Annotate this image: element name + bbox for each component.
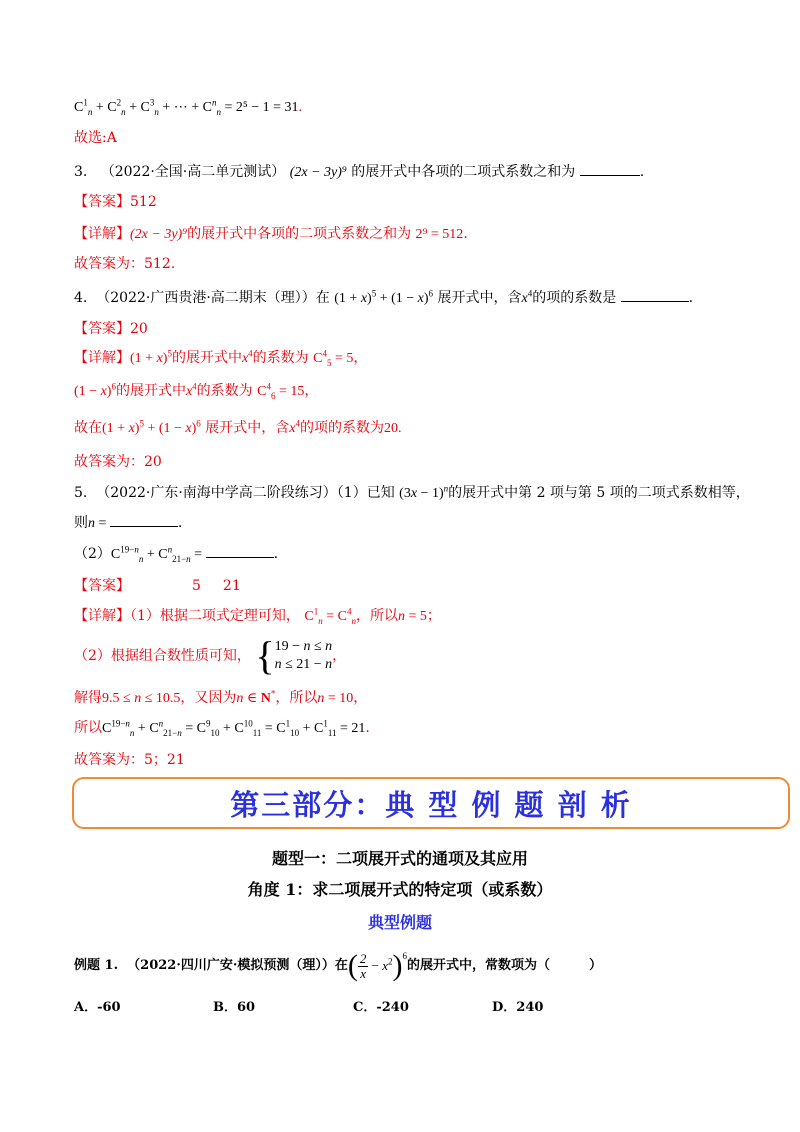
question-5-line2: 则n = .	[74, 512, 182, 534]
q4-final: 故答案为：20	[74, 454, 162, 470]
answer-value-2: 21	[222, 578, 241, 594]
q5-detail-3: 解得9.5 ≤ n ≤ 10.5，又因为n ∈ N*，所以n = 10，	[74, 688, 368, 706]
option-c[interactable]: C．-240	[353, 1000, 409, 1015]
q5-detail-1: 【详解】（1）根据二项式定理可知， $C^1_n = C^4_n$，所以n = 5；	[74, 606, 441, 626]
q5-final: 故答案为：5；21	[74, 752, 185, 768]
q3-detail: 【详解】(2x − 3y)⁹的展开式中各项的二项式系数之和为 2⁹ = 512.	[74, 226, 468, 242]
q3-answer: 【答案】512	[74, 194, 157, 210]
answer-blank	[580, 161, 640, 176]
q4-detail-2: $(1 - x)^6$的展开式中$x^4$的系数为 $C^4_6 = 15$，	[74, 381, 319, 401]
option-b[interactable]: B．60	[213, 1000, 256, 1015]
question-5-part2: $(2)C^{19-n}_n + C^n_{21-n}$ = .	[74, 544, 279, 564]
answer-blank	[621, 287, 689, 302]
q3-final: 故答案为：512.	[74, 256, 176, 272]
example-source: （2022·四川广安·模拟预测（理））在	[127, 958, 348, 973]
q4-answer: 【答案】20	[74, 321, 148, 337]
question-source: （2022·全国·高二单元测试）	[100, 164, 286, 180]
question-5: 5. （2022·广东·南海中学高二阶段练习）（1）已知 $(3x - 1)^n$的展开式中第 2 项与第 5 项的二项式系数相等，	[74, 483, 750, 501]
answer-blank	[206, 543, 274, 558]
example-text: 的展开式中，常数项为（ ）	[407, 958, 603, 973]
q4-detail-3: 故在$(1 + x)^5 + (1 - x)^6$ 展开式中，含$x^4$的项的系数为20.	[74, 418, 402, 436]
question-text: 的展开式中各项的二项式系数之和为	[351, 164, 576, 180]
option-a[interactable]: A．-60	[74, 1000, 121, 1015]
inequality-system: 19 − n ≤ n n ≤ 21 − n	[274, 639, 333, 672]
answer-value: 512	[130, 194, 157, 210]
question-4: 4. （2022·广西贵港·高二期末（理））在 $(1 + x)^5 + (1 - x)^6$ 展开式中，含$x^4$的项的系数是 .	[74, 288, 694, 306]
q5-detail-4: 所以$C^{19-n}_n + C^n_{21-n} = C^9_{10} + C^{10}_{11} = C^1_{10} + C^1_{11} = 21$.	[74, 718, 370, 738]
formula-result: = 2⁵ − 1 = 31	[224, 100, 299, 115]
example-label: 例题 1.	[74, 958, 119, 973]
example-expression: ( $\frac{2}{x}$ − $x^2$ ) 6	[347, 949, 408, 982]
binomial-sum-formula: $C^1_n + C^2_n + C^3_n$ + ⋯ + $C^n_n = 2^5 - 1 = 31$.	[74, 97, 303, 117]
section-banner: 第三部分：典 型 例 题 剖 析	[72, 777, 790, 829]
answer-value: 20	[130, 321, 148, 337]
angle-title: 角度 1：求二项展开式的特定项（或系数）	[247, 880, 553, 899]
choose-a-text: 故选:A	[74, 130, 117, 146]
example-1	[74, 946, 602, 986]
detail-result: 2⁹ = 512	[415, 227, 464, 242]
answer-blank	[110, 512, 178, 527]
option-d[interactable]: D．240	[492, 1000, 544, 1015]
q5-answer: 【答案】 5 21	[74, 578, 241, 594]
math-expression: (2x − 3y)⁹	[289, 165, 347, 180]
answer-value-1: 5	[192, 578, 201, 594]
example-heading: 典型例题	[367, 913, 432, 932]
type-title: 题型一：二项展开式的通项及其应用	[271, 849, 528, 868]
question-number: 3.	[74, 164, 88, 180]
question-3: 3. （2022·全国·高二单元测试） (2x − 3y)⁹ 的展开式中各项的二项式系数之和为 .	[74, 161, 644, 183]
q4-detail-1: 【详解】$(1 + x)^5$的展开式中$x^4$的系数为 $C^4_5 = 5$，	[74, 348, 368, 368]
system-brace: {	[255, 633, 275, 678]
q5-detail-2: （2）根据组合数性质可知， {19 − n ≤ n n ≤ 21 − n，	[74, 633, 347, 678]
